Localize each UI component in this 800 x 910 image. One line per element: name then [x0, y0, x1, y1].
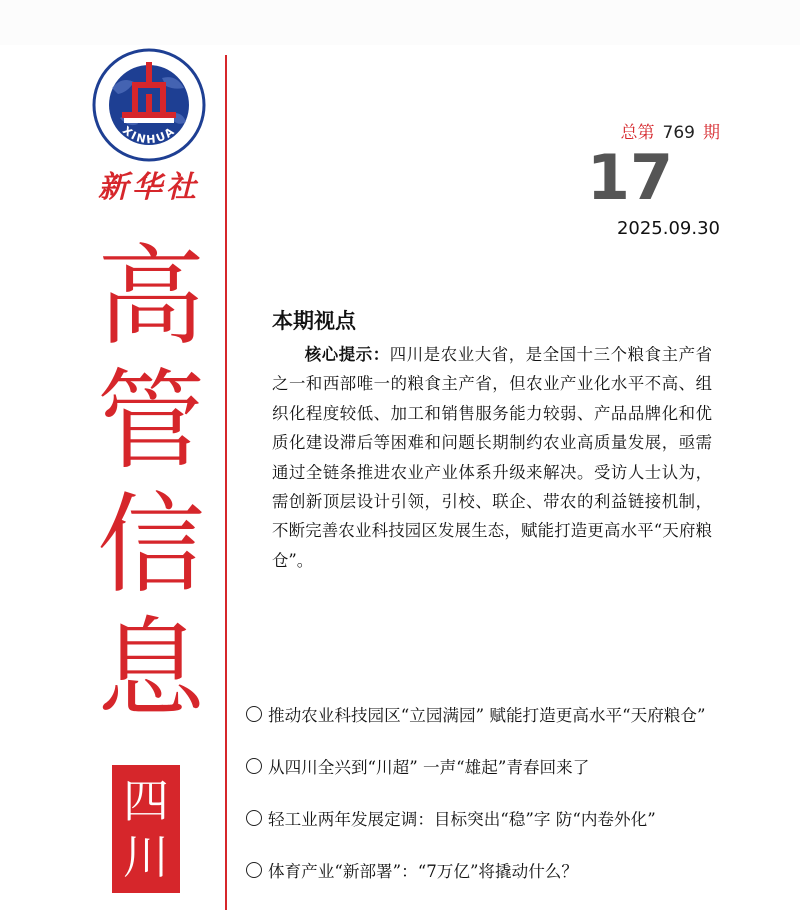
region-badge — [112, 765, 180, 893]
brand-name: 新华社 — [98, 170, 200, 205]
headline-item[interactable] — [246, 844, 796, 896]
issue-total-number: 769 — [662, 123, 695, 143]
headline-item[interactable] — [246, 792, 796, 844]
title-char: 高 — [96, 235, 205, 360]
xinhua-logo — [92, 48, 206, 162]
viewpoint-label: 核心提示： — [304, 345, 390, 364]
title-char: 息 — [96, 607, 205, 732]
headline-text: 推动农业科技园区“立园满园” 赋能打造更高水平“天府粮仓” — [268, 706, 706, 725]
issue-number: 17 — [586, 141, 674, 214]
headline-text: 轻工业两年发展定调：目标突出“稳”字 防“内卷外化” — [268, 810, 656, 829]
headline-text: 体育产业“新部署”：“7万亿”将撬动什么？ — [268, 862, 578, 881]
viewpoint-heading: 本期视点 — [272, 308, 356, 333]
headline-list — [246, 688, 796, 896]
issue-date: 2025.09.30 — [616, 218, 720, 239]
viewpoint-text: 四川是农业大省，是全国十三个粮食主产省之一和西部唯一的粮食主产省，但农业产业化水平不高、组织化程度较低、加工和销售服务能力较弱、产品品牌化和优质化建设滞后等困难和问题长期制约农业高质量发展，亟需通过全链条推进农业产业体系升级来解决。受访人士认为，需创新顶层设计引领，引校、联企、带农的利益链接机制，不断完善农业科技园区发展生态，赋能打造更高水平“天府粮仓”。 — [272, 345, 713, 570]
headline-item[interactable] — [246, 688, 796, 740]
issue-total-suffix: 期 — [703, 123, 720, 143]
circle-bullet-icon — [246, 862, 262, 878]
circle-bullet-icon — [246, 706, 262, 722]
headline-text: 从四川全兴到“川超” 一声“雄起”青春回来了 — [268, 758, 590, 777]
headline-item[interactable] — [246, 740, 796, 792]
vertical-divider — [225, 55, 227, 910]
issue-total — [560, 118, 720, 143]
region-char: 川 — [123, 830, 169, 884]
title-char: 信 — [96, 483, 205, 608]
circle-bullet-icon — [246, 758, 262, 774]
publication-title — [92, 236, 210, 732]
page-top-band — [0, 0, 800, 45]
issue-total-prefix: 总第 — [620, 123, 655, 143]
title-char: 管 — [96, 359, 205, 484]
viewpoint-body — [272, 340, 712, 575]
region-char: 四 — [123, 774, 169, 828]
circle-bullet-icon — [246, 810, 262, 826]
logo-text: XINHUA — [119, 123, 179, 147]
